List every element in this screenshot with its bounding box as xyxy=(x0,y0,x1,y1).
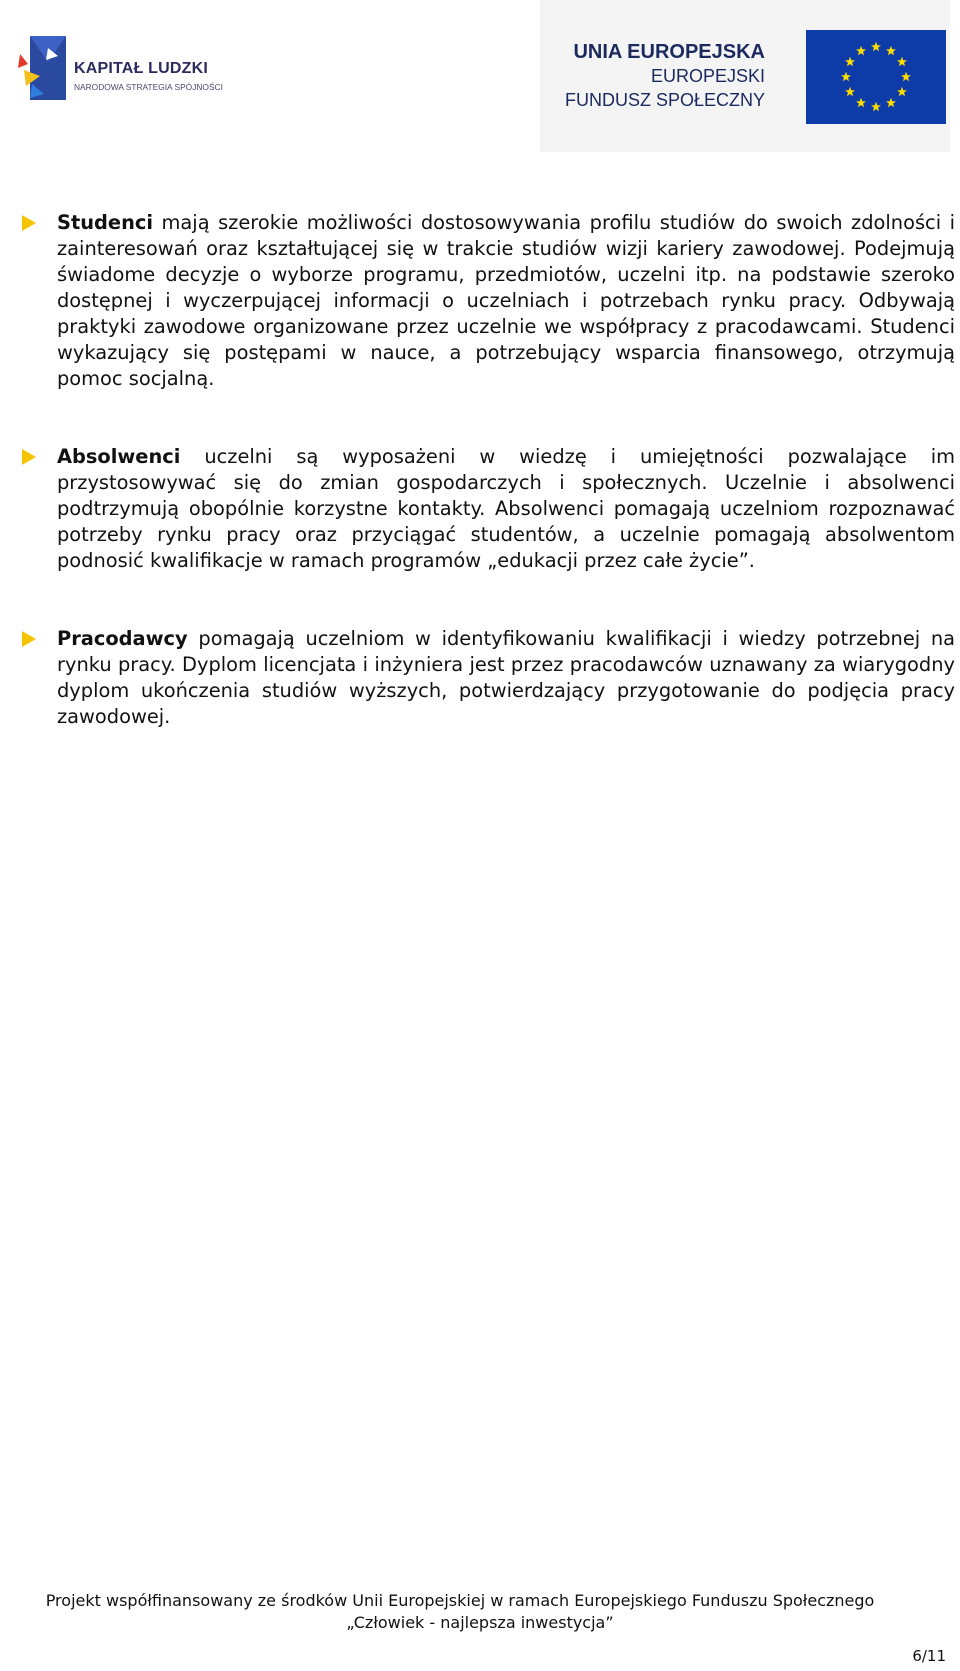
eu-esf-logo xyxy=(540,0,950,152)
eu-logo-line3: FUNDUSZ SPOŁECZNY xyxy=(564,90,765,110)
section-lead: Pracodawcy xyxy=(57,627,188,650)
section-absolwenci xyxy=(57,444,955,574)
bullet-arrow-icon xyxy=(22,215,36,231)
eu-flag-icon xyxy=(806,30,946,124)
kapital-ludzki-emblem-icon xyxy=(14,34,72,104)
eu-logo-line2: EUROPEJSKI xyxy=(650,66,765,86)
eu-logo-text xyxy=(565,40,765,112)
kapital-ludzki-subtitle: NARODOWA STRATEGIA SPÓJNOŚCI xyxy=(74,82,223,92)
page-number: 6/11 xyxy=(912,1647,946,1665)
footer-line2: „Człowiek - najlepsza inwestycja” xyxy=(346,1613,614,1632)
footer-line1: Projekt współfinansowany ze środków Unii Europejskiej w ramach Europejskiego Funduszu Społecznego xyxy=(45,1591,875,1610)
section-lead: Absolwenci xyxy=(57,445,181,468)
section-text: mają szerokie możliwości dostosowywania profilu studiów do swoich zdolności i zainteresowań oraz kształtującej się w trakcie studiów wizji kariery zawodowej. Podejmują świadome decyzje o wyborze programu, przedmiotów, uczelni itp. na podstawie szeroko dostępnej i wyczerpującej informacji o uczelniach i potrzebach rynku pracy. Odbywają praktyki zawodowe organizowane przez uczelnie we współpracy z pracodawcami. Studenci wykazujący się postępami w nauce, a potrzebujący wsparcia finansowego, otrzymują pomoc socjalną. xyxy=(57,211,955,390)
section-text: pomagają uczelniom w identyfikowaniu kwalifikacji i wiedzy potrzebnej na rynku pracy. Dyplom licencjata i inżyniera jest przez pracodawców uznawany za wiarygodny dyplom ukończenia studiów wyższych, potwierdzający przygotowanie do podjęcia pracy zawodowej. xyxy=(57,627,955,728)
bullet-arrow-icon xyxy=(22,631,36,647)
section-text: uczelni są wyposażeni w wiedzę i umiejętności pozwalające im przystosowywać się do zmian gospodarczych i społecznych. Uczelnie i absolwenci podtrzymują obopólnie korzystne kontakty. Absolwenci pomagają uczelniom rozpoznawać potrzeby rynku pracy oraz przyciągać studentów, a uczelnie pomagają absolwentom podnosić kwalifikacje w ramach programów „edukacji przez całe życie”. xyxy=(57,445,955,572)
section-studenci xyxy=(57,210,955,392)
document-body xyxy=(0,210,960,730)
kapital-ludzki-logo xyxy=(14,34,244,110)
page-footer xyxy=(0,1590,960,1634)
kapital-ludzki-title: KAPITAŁ LUDZKI xyxy=(74,60,209,77)
section-pracodawcy xyxy=(57,626,955,730)
eu-logo-line1: UNIA EUROPEJSKA xyxy=(573,41,765,63)
section-lead: Studenci xyxy=(57,211,154,234)
bullet-arrow-icon xyxy=(22,449,36,465)
